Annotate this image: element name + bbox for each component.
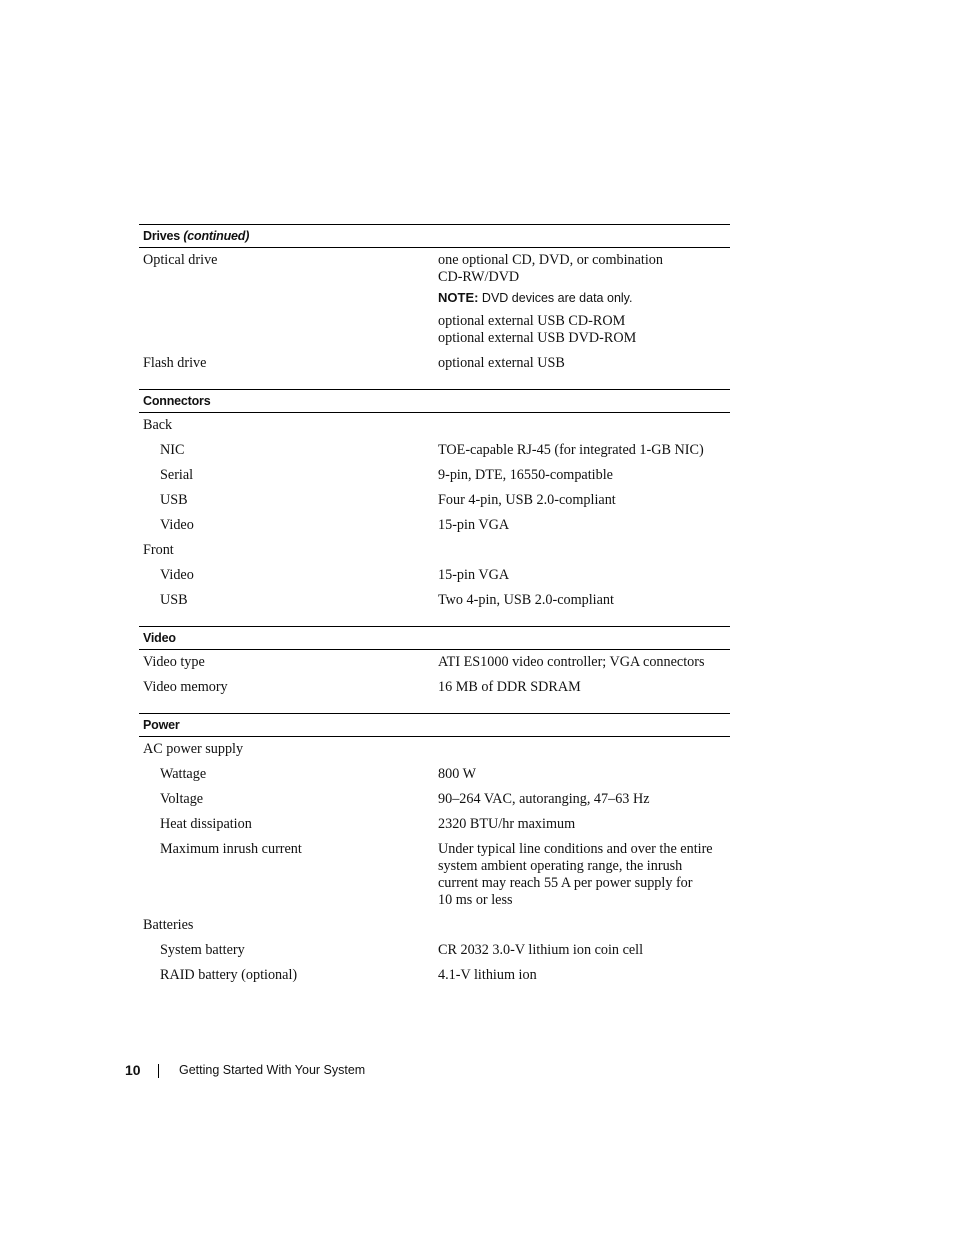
spec-value: 800 W	[438, 766, 476, 782]
spec-row-optical-drive	[139, 248, 730, 351]
section-title-suffix: (continued)	[183, 229, 250, 243]
spec-row-wattage	[139, 762, 730, 787]
spec-group-ac-power-supply	[139, 737, 730, 762]
spec-label: Heat dissipation	[160, 816, 252, 832]
spec-value: 16 MB of DDR SDRAM	[438, 679, 581, 695]
spec-row-inrush-current	[139, 837, 730, 913]
spec-label: Video	[160, 567, 194, 583]
spec-value: 9-pin, DTE, 16550-compatible	[438, 467, 613, 483]
spec-group-label: Back	[143, 417, 173, 433]
note-label: NOTE:	[438, 290, 479, 305]
section-header-power	[139, 713, 730, 737]
spec-label: USB	[160, 492, 188, 508]
page-number: 10	[125, 1062, 141, 1078]
spec-group-label: Front	[143, 542, 174, 558]
spec-value	[438, 252, 730, 347]
spec-value-line: optional external USB CD-ROM	[438, 313, 626, 329]
spec-label: System battery	[160, 942, 245, 958]
spec-label: NIC	[160, 442, 185, 458]
section-header-video	[139, 626, 730, 650]
spec-label: Maximum inrush current	[160, 841, 302, 857]
spec-value-line: system ambient operating range, the inrush	[438, 858, 683, 874]
spec-label: Wattage	[160, 766, 207, 782]
section-title: Power	[143, 718, 180, 732]
spec-label: Flash drive	[143, 355, 207, 371]
footer-divider	[158, 1064, 159, 1078]
spec-table	[139, 224, 730, 988]
spec-value-line: optional external USB DVD-ROM	[438, 330, 637, 346]
spec-label: Video	[160, 517, 194, 533]
spec-value: 15-pin VGA	[438, 517, 510, 533]
section-header-connectors	[139, 389, 730, 413]
spec-value: TOE-capable RJ-45 (for integrated 1-GB NIC)	[438, 442, 704, 458]
note	[438, 289, 730, 307]
spec-value: ATI ES1000 video controller; VGA connectors	[438, 654, 705, 670]
spec-label: Serial	[160, 467, 194, 483]
spec-value-line: CD-RW/DVD	[438, 269, 520, 285]
spec-row-system-battery	[139, 938, 730, 963]
spec-row-flash-drive	[139, 351, 730, 376]
spec-row-raid-battery	[139, 963, 730, 988]
spec-value: Two 4-pin, USB 2.0-compliant	[438, 592, 614, 608]
spec-value: 4.1-V lithium ion	[438, 967, 537, 983]
spec-value: 90–264 VAC, autoranging, 47–63 Hz	[438, 791, 650, 807]
spec-row-front-usb	[139, 588, 730, 613]
spec-group-back	[139, 413, 730, 438]
spec-label: Video type	[143, 654, 205, 670]
spec-group-front	[139, 538, 730, 563]
spec-value: 2320 BTU/hr maximum	[438, 816, 576, 832]
note-text: DVD devices are data only.	[478, 291, 633, 305]
spec-label: RAID battery (optional)	[160, 967, 298, 983]
spec-group-batteries	[139, 913, 730, 938]
spec-row-serial	[139, 463, 730, 488]
section-title: Connectors	[143, 394, 211, 408]
spec-value: Four 4-pin, USB 2.0-compliant	[438, 492, 616, 508]
spec-value: CR 2032 3.0-V lithium ion coin cell	[438, 942, 644, 958]
spec-group-label: AC power supply	[143, 741, 244, 757]
spec-row-voltage	[139, 787, 730, 812]
spec-row-video-type	[139, 650, 730, 675]
spec-row-back-usb	[139, 488, 730, 513]
section-title: Video	[143, 631, 176, 645]
spec-label: Optical drive	[143, 252, 218, 268]
spec-row-back-video	[139, 513, 730, 538]
spec-value: 15-pin VGA	[438, 567, 510, 583]
spec-value-line: 10 ms or less	[438, 892, 513, 908]
footer-title: Getting Started With Your System	[179, 1063, 366, 1077]
spec-value-line: Under typical line conditions and over the entire	[438, 841, 713, 857]
spec-value	[438, 841, 730, 909]
spec-label: USB	[160, 592, 188, 608]
spec-row-nic	[139, 438, 730, 463]
spec-value: optional external USB	[438, 355, 565, 371]
section-title: Drives	[143, 229, 181, 243]
spec-value-line: current may reach 55 A per power supply for	[438, 875, 693, 891]
spec-group-label: Batteries	[143, 917, 194, 933]
spec-value-line: one optional CD, DVD, or combination	[438, 252, 663, 268]
spec-row-video-memory	[139, 675, 730, 700]
spec-row-heat-dissipation	[139, 812, 730, 837]
spec-row-front-video	[139, 563, 730, 588]
section-header-drives	[139, 224, 730, 248]
spec-label: Voltage	[160, 791, 204, 807]
spec-label: Video memory	[143, 679, 228, 695]
